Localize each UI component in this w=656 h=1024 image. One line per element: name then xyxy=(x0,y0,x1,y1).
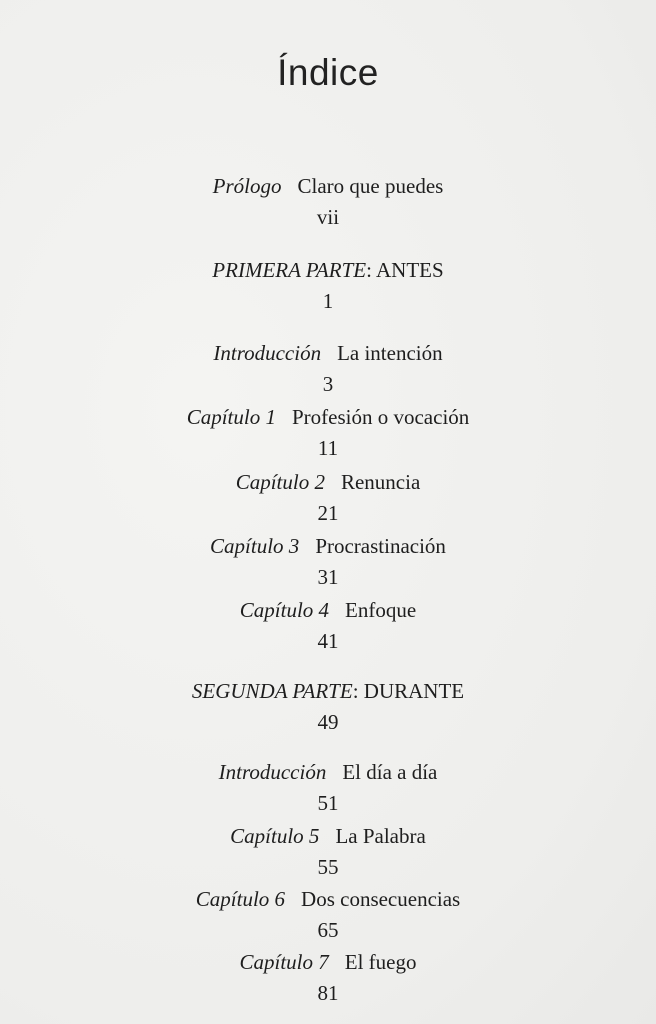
toc-entry-title: El fuego xyxy=(344,950,417,974)
toc-entry-label: Capítulo 4 xyxy=(239,598,330,622)
toc-entry-label: Prólogo xyxy=(212,174,282,198)
toc-entry-label: Capítulo 5 xyxy=(230,824,320,848)
toc-entry-title: ANTES xyxy=(376,258,444,282)
toc-entry-title: Enfoque xyxy=(345,598,417,622)
toc-entry-capitulo-4 xyxy=(0,595,656,657)
toc-entry-page: 49 xyxy=(317,710,339,734)
toc-entry-title: Dos consecuencias xyxy=(301,887,461,911)
toc-entry-introduccion-2 xyxy=(0,757,656,819)
toc-entry-separator: : xyxy=(366,258,372,282)
toc-entry-prologo xyxy=(0,171,656,233)
toc-entry-page: vii xyxy=(316,205,340,229)
toc-entry-capitulo-7 xyxy=(0,947,656,1009)
toc-entry-title: El día a día xyxy=(342,760,438,784)
toc-entry-capitulo-3 xyxy=(0,531,656,593)
toc-entry-page: 3 xyxy=(322,372,334,396)
toc-entry-label: Capítulo 7 xyxy=(239,950,329,974)
page-title: Índice xyxy=(277,52,379,93)
toc-entry-title: Procrastinación xyxy=(315,534,446,558)
toc-entry-page: 81 xyxy=(317,981,339,1005)
toc-entry-title: La Palabra xyxy=(335,824,426,848)
toc-entry-label: PRIMERA PARTE xyxy=(212,258,367,282)
toc-entry-primera-parte xyxy=(0,255,656,317)
toc-entry-label: Capítulo 6 xyxy=(195,887,286,911)
toc-entry-title: Renuncia xyxy=(340,470,421,494)
toc-entry-page: 41 xyxy=(317,629,339,653)
toc-entry-label: Capítulo 2 xyxy=(235,470,325,494)
toc-entry-capitulo-1 xyxy=(0,402,656,464)
toc-entry-capitulo-2 xyxy=(0,467,656,529)
toc-entry-label: Introducción xyxy=(213,341,322,365)
toc-entry-title: La intención xyxy=(337,341,443,365)
toc-entry-page: 65 xyxy=(317,918,339,942)
toc-entry-capitulo-6 xyxy=(0,884,656,946)
toc-entry-title: Claro que puedes xyxy=(297,174,444,198)
toc-entry-segunda-parte xyxy=(0,676,656,738)
toc-entry-page: 51 xyxy=(317,791,339,815)
toc-entry-label: Capítulo 1 xyxy=(186,405,276,429)
toc-entry-label: Introducción xyxy=(218,760,327,784)
toc-entry-introduccion-1 xyxy=(0,338,656,400)
toc-entry-page: 11 xyxy=(317,436,339,460)
toc-entry-label: Capítulo 3 xyxy=(210,534,300,558)
toc-entry-label: SEGUNDA PARTE xyxy=(191,679,353,703)
toc-entry-page: 31 xyxy=(317,565,339,589)
toc-entry-page: 1 xyxy=(322,289,334,313)
toc-entry-title: Profesión o vocación xyxy=(291,405,470,429)
toc-entry-separator: : xyxy=(352,679,359,703)
toc-entry-page: 21 xyxy=(317,501,339,525)
toc-entry-capitulo-5 xyxy=(0,821,656,883)
toc-entry-title: DURANTE xyxy=(363,679,465,703)
toc-entry-page: 55 xyxy=(317,855,339,879)
